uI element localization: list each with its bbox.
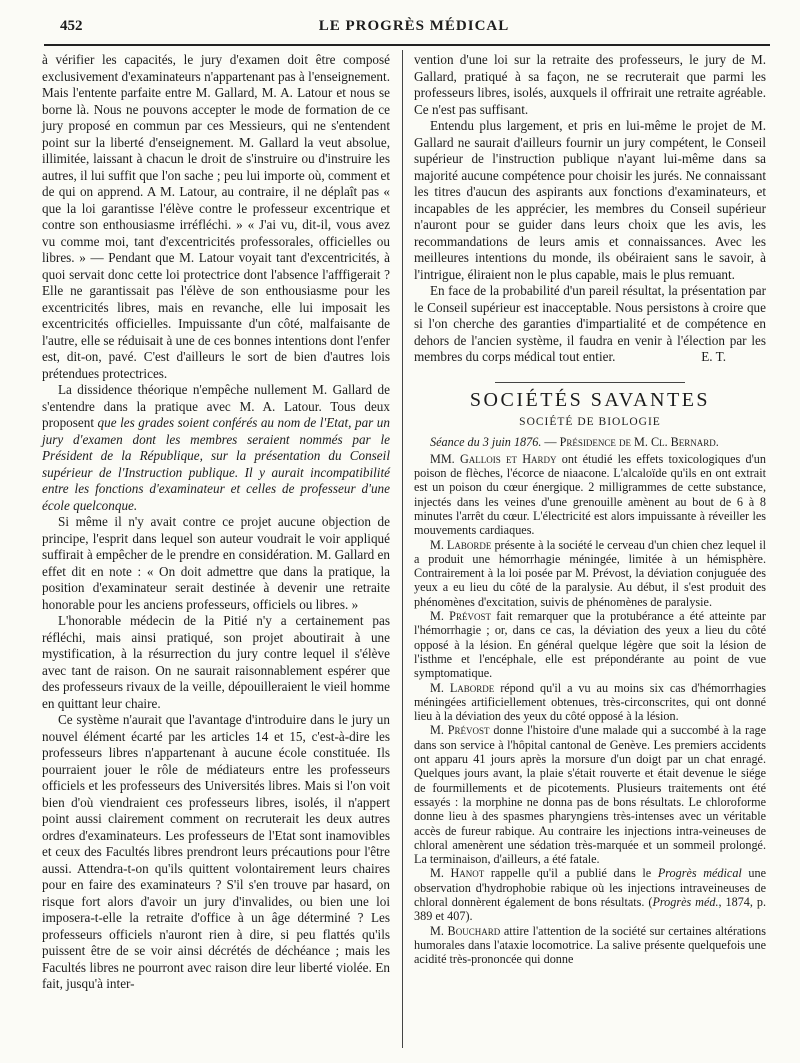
session-reports — [414, 435, 766, 967]
left-column — [42, 52, 390, 993]
paragraph: Ce système n'aurait que l'avantage d'introduire dans le jury un nouvel élément écarté par les articles 14 et 15, c'est-à-dire les professeurs libres n'appartenant à aucune école constituée. Ils pourraient jouer le rôle de médiateurs entre les professeurs officiels et les professeurs des Universités libres. Mais si l'on voit bien d'où viendraient ces professeurs libres, isolés, il n'appert point aussi clairement comment on recruterait les deux autres ordres d'examinateurs. Les professeurs de l'Etat sont inamovibles et ceux des Facultés libres prendront leurs précautions pour l'être aussi. Attendra-t-on qu'ils quittent volontairement leurs chaires pour en faire des examinateurs ? S'il s'en trouve par hasard, on risque fort alors d'avoir un jury d'invalides, ou bien une loi imposera-t-elle la retraite d'office à un âge déterminé ? Les professeurs officiels n'auront rien à dire, si peu flattés qu'ils puissent être de se voir ainsi décrétés de déchéance ; mais les Facultés libres ne pourront avec raison dire leur liberté violée. En fait, jusqu'à inter- — [42, 712, 390, 991]
journal-reference: Progrès médical — [657, 866, 742, 881]
page-header — [60, 18, 768, 40]
report-names: M. Prévost — [430, 609, 491, 624]
report-paragraph — [414, 538, 766, 609]
session-heading — [414, 435, 766, 449]
citation: Progrès méd. — [652, 895, 719, 909]
paragraph: à vérifier les capacités, le jury d'examen doit être composé exclusivement d'examinateurs n'appartenant pas à l'enseignement. Mais l'entente parfaite entre M. Gallard, M. A. Latour et nous se borne là. Nous ne pouvons accepter le mode de formation de ce jury proposé en commun par ces Messieurs, qui ne s'entendent point sur la liberté d'enseignement. M. Gallard la veut absolue, illimitée, laissant à chacun le droit de s'instruire ou d'instruire les autres, il lui suffit que l'on sache ; peu lui importe où, comment et de qui on apprend. A M. Latour, au contraire, il ne déplaît pas « que la loi garantisse l'élève contre le professeur excentrique et contre son enthousiasme irréfléchi. » « J'ai vu, dit-il, vous avez vu comme moi, tant d'excentricités professorales, officielles ou libres. » — Pendant que M. Latour voyait tant d'excentricités, à quoi servait donc cette loi protectrice dont l'absence l'afffigerait ? Elle ne garantissait pas l'élève de son enthousiasme pour les excentricités libres, mais en revanche, elle lui imposait les excentricités officielles. Impuissante d'un côté, malfaisante de l'autre, elle se réduisait à une de ces bonnes intentions dont l'enfer est, dit-on, pavé. C'est d'ailleurs le sort de bien d'autres lois prétendues protectrices. — [42, 52, 390, 381]
report-names: M. Prévost — [430, 723, 490, 738]
report-names: M. Laborde — [430, 680, 495, 695]
report-text: une observation d'hydrophobie rabique où les injections intraveineuses de chloral donnèrent également de bons résultats. ( — [414, 866, 766, 909]
report-text: ont étudié les effets toxicologiques d'un poison de flèches, l'écorce de niaacone. L'alcaloïde qu'ils en ont extrait est un poison du cœur énergique. 2 milligrammes de cette substance, injectés dans les veines d'une grenouille amènent au bout de 6 à 8 minutes l'arrêt du cœur. L'électricité est alors impuissante à réveiller les mouvements cardiaques. — [414, 451, 766, 538]
paragraph — [42, 382, 390, 514]
paragraph — [414, 283, 766, 366]
report-text: fait remarquer que la protubérance a été atteinte par l'hémorrhagie ; or, dans ce cas, la déviation des yeux a lieu du côté opposé à la lésion. En général quelque légère que soit la lésion de l'isthme et l'encéphale, elle est prépondérante au point de vue symptomatique. — [414, 609, 766, 681]
report-text: rappelle qu'il a publié dans le — [484, 866, 658, 881]
quoted-proposal: que les grades soient conférés au nom de l'Etat, par un jury d'examen dont les membres seraient nommés par le Président de la République, sur la présentation du Conseil supérieur de l'Instruction publique. Il y aurait incompatibilité entre les fonctions d'examinateur et celles de professeur d'une école quelconque. — [42, 415, 390, 513]
column-divider — [402, 50, 403, 1048]
paragraph-text: En face de la probabilité d'un pareil résultat, la présentation par le Conseil supérieur est inacceptable. Nous persistons à croire que si l'on cherche des garanties d'impartialité et de compétence en dehors de l'ancien système, il faudra en venir à l'élection par les membres du corps médical tout entier. — [414, 283, 766, 364]
report-paragraph — [414, 452, 766, 538]
report-names: M. Laborde — [430, 537, 492, 552]
report-paragraph — [414, 681, 766, 724]
report-names: M. Hanot — [430, 866, 485, 881]
paragraph: Si même il n'y avait contre ce projet aucune objection de principe, l'esprit dans lequel son auteur voudrait le voir appliqué suffirait à empêcher de le prendre en considération. M. Gallard en effet dit en note : « On doit admettre que dans la pratique, la position d'examinateur serait destinée à devenir une retraite honorable pour les anciens professeurs, officiels ou libres. » — [42, 514, 390, 612]
report-paragraph — [414, 609, 766, 680]
paragraph: L'honorable médecin de la Pitié n'y a certainement pas réfléchi, mais ainsi pratiqué, son projet aboutirait à une mystification, à la résurrection du jury contre lequel il s'élève avec tant de raison. On ne saurait raisonnablement espérer que des professeurs rivaux de la veille, dépouilleraient le vieil homme en quittant leur chaire. — [42, 613, 390, 711]
article-signature: E. T. — [701, 349, 726, 364]
page-number: 452 — [60, 18, 83, 34]
report-text: répond qu'il a vu au moins six cas d'hémorrhagies méningées artificiellement obtenues, très-circonscrites, qui ont donné lieu à la déviation des yeux du côté opposé à la lésion. — [414, 680, 766, 724]
report-text: attire l'attention de la société sur certaines altérations humorales dans l'ataxie locomotrice. La salive présente quelquefois une acidité très-prononcée qui donne — [414, 923, 766, 967]
report-text: , 1874, p. 389 et 407). — [414, 895, 766, 924]
journal-title: LE PROGRÈS MÉDICAL — [318, 18, 510, 34]
section-title: SOCIÉTÉS SAVANTES — [414, 382, 766, 409]
report-names: M. Bouchard — [430, 923, 501, 938]
paragraph: vention d'une loi sur la retraite des professeurs, le jury de M. Gallard, pratiqué à sa façon, ne se recruterait que parmi les professeurs libres, isolés, auxquels il offrirait une retraite agréable. Ce n'est pas suffisant. — [414, 52, 766, 117]
header-rule — [44, 44, 770, 46]
report-paragraph — [414, 866, 766, 923]
session-president: — Présidence de M. Cl. Bernard. — [544, 434, 719, 449]
report-names: MM. Gallois et Hardy — [430, 451, 557, 466]
society-title: SOCIÉTÉ DE BIOLOGIE — [519, 416, 661, 428]
report-paragraph — [414, 723, 766, 866]
right-column — [414, 52, 766, 966]
session-date: Séance du 3 juin 1876. — [430, 434, 542, 449]
paragraph-text: La dissidence théorique n'empêche nullement M. Gallard de s'entendre dans la pratique avec M. A. Latour. Tous deux proposent — [42, 382, 390, 430]
paragraph: Entendu plus largement, et pris en lui-même le projet de M. Gallard ne saurait d'ailleurs fournir un jury compétent, le Conseil supérieur de l'instruction publique n'ayant lui-même dans sa majorité aucune compétence pour choisir les jurés. Ne connaissant les titres d'aucun des aspirants aux fonctions d'examinateurs, et incapables de les apprécier, les membres du Conseil supérieur n'auront pour se guider dans leurs choix que les avis, les recommandations de leurs amis et connaissances. Avec les meilleures intentions du monde, ils obéiraient sans le savoir, à l'intrigue, éliraient non le plus capable, mais le plus remuant. — [414, 118, 766, 282]
report-paragraph — [414, 924, 766, 967]
report-text: donne l'histoire d'une malade qui a succombé à la rage dans son service à l'hôpital cantonal de Genève. Les premiers accidents ont apparu 41 jours après la morsure d'un doigt par un chat enragé. Quelques jours avant, la plaie s'était rouverte et était devenue le siége de fourmillements et de picotements. Plusieurs traitements ont été essayés : la morphine ne donna pas de bons résultats. Le chloroforme donne lieu à des spasmes pharyngiens très-intenses avec un véritable accès de fureur rabique. Au contraire les injections intra-veineuses de chloral amenèrent une sédation très-marquée et un sommeil prolongé. La terminaison, d'ailleurs, a été fatale. — [414, 723, 766, 867]
report-text: présente à la société le cerveau d'un chien chez lequel il a produit une hémorrhagie méningée, limitée à un hémisphère. Contrairement à la loi posée par M. Prévost, la déviation conjuguée des yeux a eu lieu du côté de la paralysie. Au début, il s'est produit des phénomènes d'excitation, suivis de phénomènes de paralysie. — [414, 537, 766, 609]
